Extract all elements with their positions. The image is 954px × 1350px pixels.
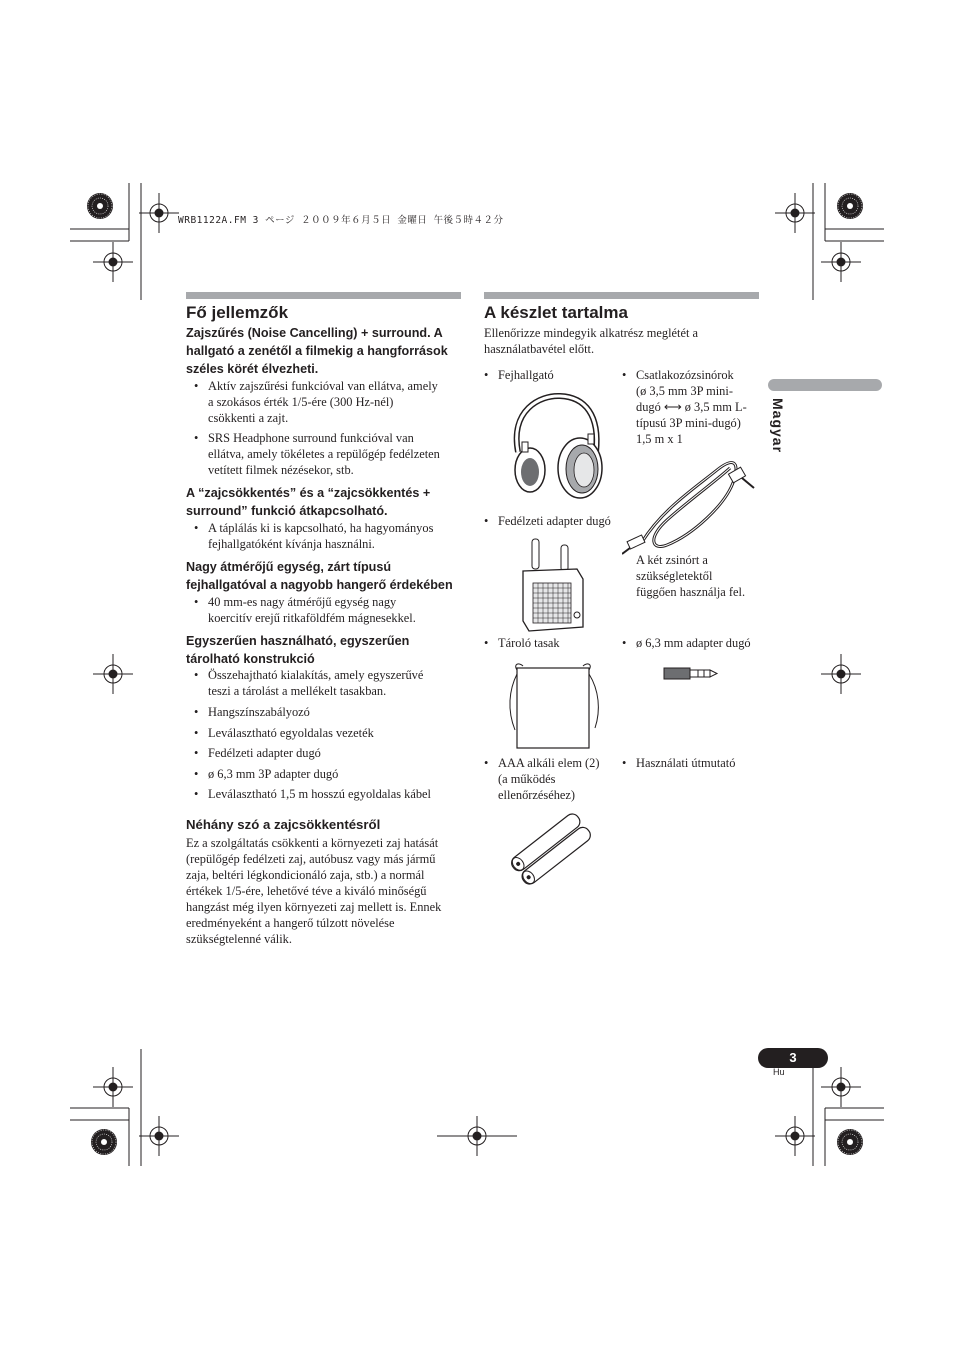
star-target-icon (91, 1129, 117, 1155)
adapter-plug-illustration (662, 664, 722, 684)
item-adapter-63: • ø 6,3 mm adapter dugó (622, 636, 751, 650)
subsection-title: Néhány szó a zajcsökkentésről (186, 817, 381, 832)
item-batteries: • AAA alkáli elem (2) (a működés ellenőrzéséhez) (484, 756, 600, 802)
reg-mark-icon (93, 1067, 133, 1107)
reg-mark-icon (821, 1067, 861, 1107)
list-item: • Leválasztható egyoldalas vezeték (194, 726, 374, 740)
language-tab (768, 379, 882, 391)
pouch-illustration (505, 660, 605, 752)
batteries-illustration (503, 812, 603, 888)
item-pouch: • Tároló tasak (484, 636, 560, 650)
reg-mark-icon (139, 193, 179, 233)
reg-mark-icon (93, 654, 133, 694)
left-title: Fő jellemzők (186, 303, 289, 322)
headphones-illustration (500, 390, 610, 505)
list-item: • Fedélzeti adapter dugó (194, 746, 321, 760)
list-item: • SRS Headphone surround funkcióval van ellátva, amely tökéletes a repülőgép fedélzeten vetített filmek nézésekor, stb. (194, 431, 440, 477)
list-item: • Összehajtható kialakítás, amely egyszerűvé teszi a tárolást a mellékelt tasakban. (194, 668, 424, 698)
reg-mark-icon (821, 242, 861, 282)
section-bar (484, 292, 759, 299)
right-title: A készlet tartalma (484, 303, 628, 322)
feature-heading-1: Zajszűrés (Noise Cancelling) + surround. A hallgató a zenétől a filmekig a hangforrások széles körét élvezheti. (186, 326, 448, 376)
list-item: • ø 6,3 mm 3P adapter dugó (194, 767, 339, 781)
list-item: • Aktív zajszűrési funkcióval van ellátva, amely a szokásos érték 1/5-ére (300 Hz-nél) csökkenti a zajt. (194, 379, 438, 425)
reg-mark-icon (93, 242, 133, 282)
language-label: Magyar (770, 398, 786, 454)
intro-text: Ellenőrizze mindegyik alkatrész meglétét a használatbavétel előtt. (484, 326, 698, 356)
cord-note: A két zsinórt a szükségletektől függően használja fel. (636, 553, 746, 599)
list-item: • Leválasztható 1,5 m hosszú egyoldalas kábel (194, 787, 431, 801)
reg-mark-icon (775, 1116, 815, 1156)
star-target-icon (87, 193, 113, 219)
reg-mark-icon (775, 193, 815, 233)
feature-heading-2: A “zajcsökkentés” és a “zajcsökkentés + surround” funkció átkapcsolható. (186, 486, 431, 518)
star-target-icon (837, 1129, 863, 1155)
list-item: • A táplálás ki is kapcsolható, ha hagyományos fejhallgatóként kívánja használni. (194, 521, 434, 551)
cord-illustration (622, 450, 762, 560)
item-manual: • Használati útmutató (622, 756, 736, 770)
feature-heading-4: Egyszerűen használható, egyszerűen tárolható konstrukció (186, 634, 410, 666)
double-arrow-icon: ⟷ (663, 400, 682, 414)
item-headphones: • Fejhallgató (484, 368, 554, 382)
item-cords: • Csatlakozózsinórok (ø 3,5 mm 3P mini- dugó ⟷ ø 3,5 mm L- típusú 3P mini-dugó) 1,5 m x 1 (622, 368, 747, 446)
list-item: • Hangszínszabályozó (194, 705, 310, 719)
list-item: • 40 mm-es nagy átmérőjű egység nagy koercitív erejű ritkaföldfém mágnesekkel. (194, 595, 416, 625)
page-lang: Hu (773, 1067, 785, 1077)
reg-mark-icon (139, 1116, 179, 1156)
noise-paragraph: Ez a szolgáltatás csökkenti a környezeti zaj hatását (repülőgép fedélzeti zaj, autóbusz vagy más jármű zaja, beltéri légkondicionáló zaja, stb.) a normál értékek 1/5-ére, lehetővé téve a kiváló minőségű hangzást még ilyen környezeti zaj mellett is. Ennek eredményeként a hangerő túlzott növelése szükségtelenné válik. (186, 836, 442, 946)
item-airline-adapter: • Fedélzeti adapter dugó (484, 514, 611, 528)
star-target-icon (837, 193, 863, 219)
feature-heading-3: Nagy átmérőjű egység, zárt típusú fejhallgatóval a nagyobb hangerő érdekében (186, 560, 453, 592)
print-header: WRB1122A.FM 3 ページ ２００９年６月５日 金曜日 午後５時４２分 (178, 215, 504, 226)
reg-mark-icon (821, 654, 861, 694)
section-bar (186, 292, 461, 299)
airline-adapter-illustration (515, 535, 590, 635)
page-number: 3 (758, 1048, 828, 1068)
